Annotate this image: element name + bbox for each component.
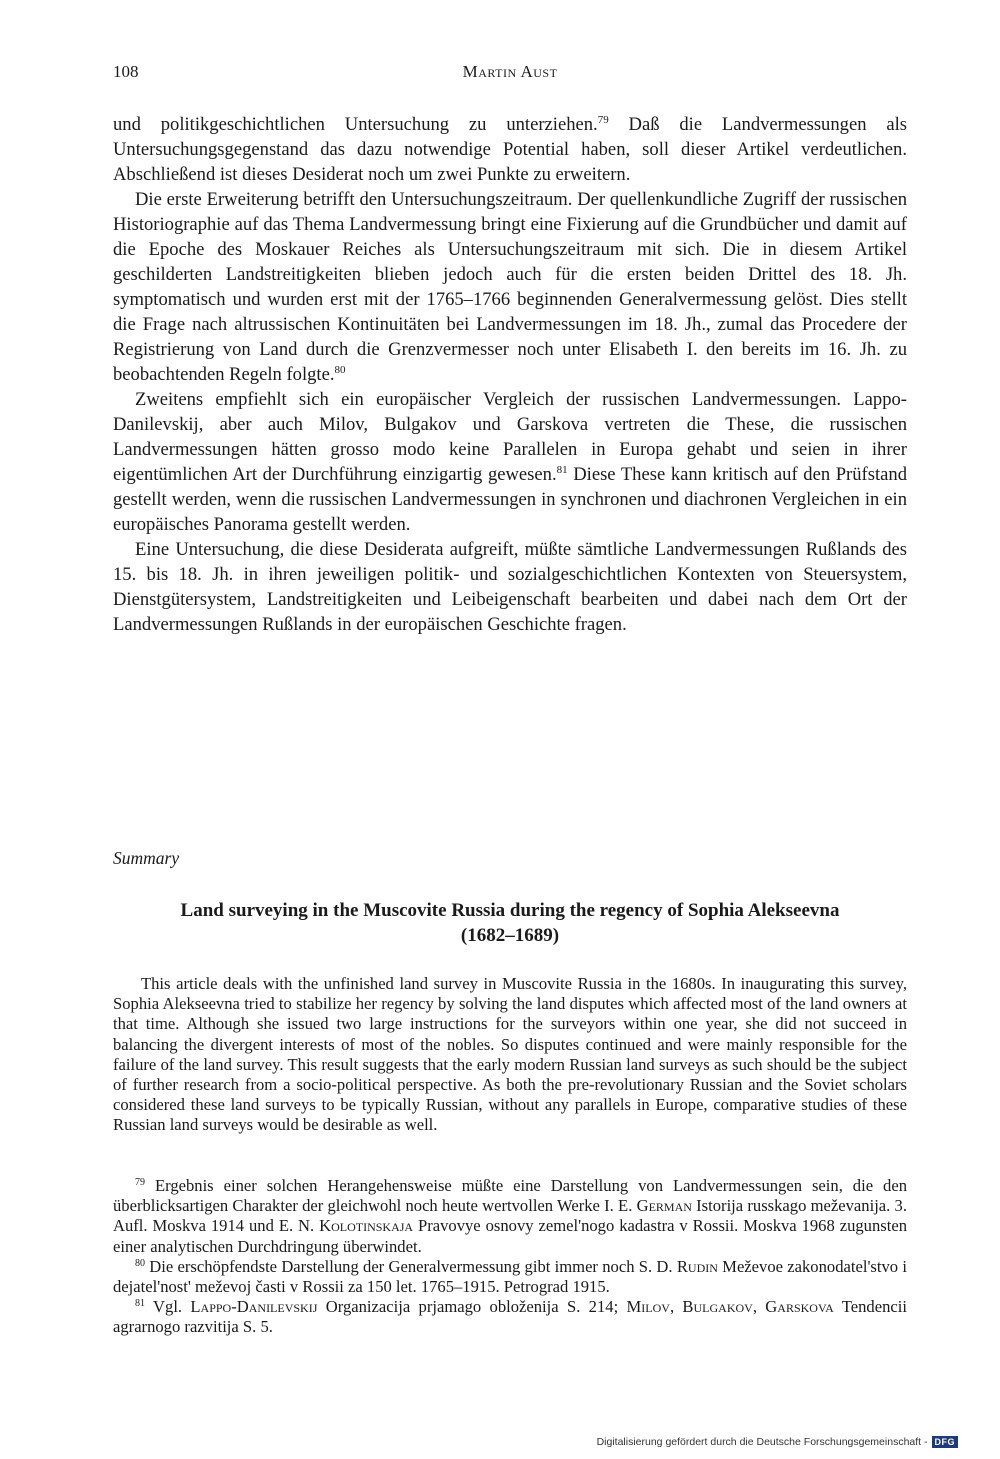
summary-title-line: (1682–1689)	[460, 925, 560, 946]
summary-abstract	[113, 974, 907, 1136]
summary-title-line: Land surveying in the Muscovite Russia during the regency of Sophia Alekseevna	[180, 900, 840, 921]
paragraph	[113, 387, 907, 537]
summary-title	[113, 898, 907, 948]
author-name: Milov, Bulgakov, Garskova	[626, 1297, 834, 1317]
footnote-number: 79	[135, 1177, 145, 1188]
footnote-ref: 79	[597, 114, 609, 126]
digitization-credit	[597, 1436, 958, 1448]
footnote-text: Tendencii agrarnogo razvitija S. 5.	[113, 1297, 907, 1337]
summary-heading: Summary	[113, 848, 180, 868]
footnote-number: 80	[135, 1257, 145, 1269]
author-name: Lappo-Danilevskij	[190, 1297, 318, 1317]
paragraph	[113, 112, 907, 187]
paragraph	[113, 187, 907, 387]
dfg-logo-icon: DFG	[932, 1436, 959, 1448]
footnote-text: Istorija russkago meževanija. 3. Aufl. Moskva 1914 und E. N.	[113, 1196, 908, 1236]
footnote-text: Meževoe zakonodatel'stvo i dejatel'nost' meževoj časti v Rossii za 150 let. 1765–1915. Petrograd 1915.	[113, 1256, 907, 1297]
footnote-text: Pravovye osnovy zemel'nogo kadastra v Rossii. Moskva 1968 zugunsten einer analytischen Durchdringung überwindet.	[113, 1216, 907, 1256]
paragraph-text: Daß die Landvermessungen als Untersuchungsgegenstand das dazu notwendige Potential haben, soll dieser Artikel verdeutlichen. Abschließend ist dieses Desiderat noch um zwei Punkte zu erweitern.	[113, 114, 907, 185]
footnote-80	[113, 1257, 907, 1297]
author-name: Rudin	[676, 1256, 718, 1276]
footnote-ref: 81	[556, 464, 568, 476]
footnote-number: 81	[135, 1298, 145, 1310]
footnotes	[113, 1176, 907, 1338]
paragraph-text: Diese These kann kritisch auf den Prüfstand gestellt werden, wenn die russischen Landvermessungen in synchronen und diachronen Vergleichen in ein europäisches Panorama gestellt werden.	[113, 464, 907, 535]
footnote-text: Ergebnis einer solchen Herangehensweise müßte eine Darstellung von Landvermessungen sein, die den überblicksartigen Charakter der gleichwohl noch heute wertvollen Werke I. E.	[113, 1176, 907, 1216]
paragraph-text: und politikgeschichtlichen Untersuchung zu unterziehen.	[113, 114, 598, 135]
footnote-text: Vgl.	[145, 1297, 191, 1317]
page-number: 108	[113, 62, 139, 81]
footnote-text: Organizacija prjamago obloženija S. 214;	[317, 1297, 627, 1317]
summary-paragraph: This article deals with the unfinished land survey in Muscovite Russia in the 1680s. In inaugurating this survey, Sophia Alekseevna tried to stabilize her regency by solving the land disputes which affected most of the land owners at that time. Although she issued two large instructions for the surveyors within one year, she did not succeed in balancing the divergent interests of most of the nobles. So disputes continued and were mainly responsible for the failure of the land survey. This result suggests that the early modern Russian land surveys as such should be the subject of further research from a socio-political perspective. As both the pre-revolutionary Russian and the Soviet scholars considered these land surveys to be typically Russian, without any parallels in Europe, comparative studies of these Russian land surveys would be desirable as well.	[113, 974, 907, 1135]
running-head-author: Martin Aust	[462, 62, 558, 81]
main-body-text	[113, 112, 907, 637]
paragraph-text: Zweitens empfiehlt sich ein europäischer Vergleich der russischen Landvermessungen. Lappo-Danilevskij, aber auch Milov, Bulgakov und Garskova vertreten die These, die russischen Landvermessungen hätten grosso modo keine Parallelen in Europa gehabt und seien in ihrer eigentümlichen Art der Durchführung einzigartig gewesen.	[113, 389, 907, 485]
author-name: German	[636, 1196, 692, 1216]
footnote-text: Die erschöpfendste Darstellung der Generalvermessung gibt immer noch S. D.	[145, 1256, 677, 1276]
footnote-81	[113, 1297, 907, 1337]
author-name: Kolotinskaja	[319, 1216, 414, 1236]
paragraph: Eine Untersuchung, die diese Desiderata aufgreift, müßte sämtliche Landvermessungen Rußlands des 15. bis 18. Jh. in ihren jeweiligen politik- und sozialgeschichtlichen Kontexten von Steuersystem, Dienstgütersystem, Landstreitigkeiten und Leibeigenschaft bearbeiten und dabei nach dem Ort der Landvermessungen Rußlands in der europäischen Geschichte fragen.	[113, 539, 907, 635]
footnote-79	[113, 1176, 907, 1257]
footnote-ref: 80	[334, 364, 346, 376]
credit-text: Digitalisierung gefördert durch die Deutsche Forschungsgemeinschaft -	[596, 1436, 928, 1448]
paragraph-text: Die erste Erweiterung betrifft den Untersuchungszeitraum. Der quellenkundliche Zugriff der russischen Historiographie auf das Thema Landvermessung bringt eine Fixierung auf die Grundbücher und damit auf die Epoche des Moskauer Reiches als Untersuchungszeitraum mit sich. Die in diesem Artikel geschilderten Landstreitigkeiten blieben jedoch auch für die ersten beiden Drittel des 18. Jh. symptomatisch und wurden erst mit der 1765–1766 beginnenden Generalvermessung gelöst. Dies stellt die Frage nach altrussischen Kontinuitäten bei Landvermessungen im 18. Jh., zumal das Procedere der Registrierung von Land durch die Grenzvermesser noch unter Elisabeth I. den bereits im 16. Jh. zu beobachtenden Regeln folgte.	[113, 189, 907, 385]
page-header	[113, 62, 907, 88]
